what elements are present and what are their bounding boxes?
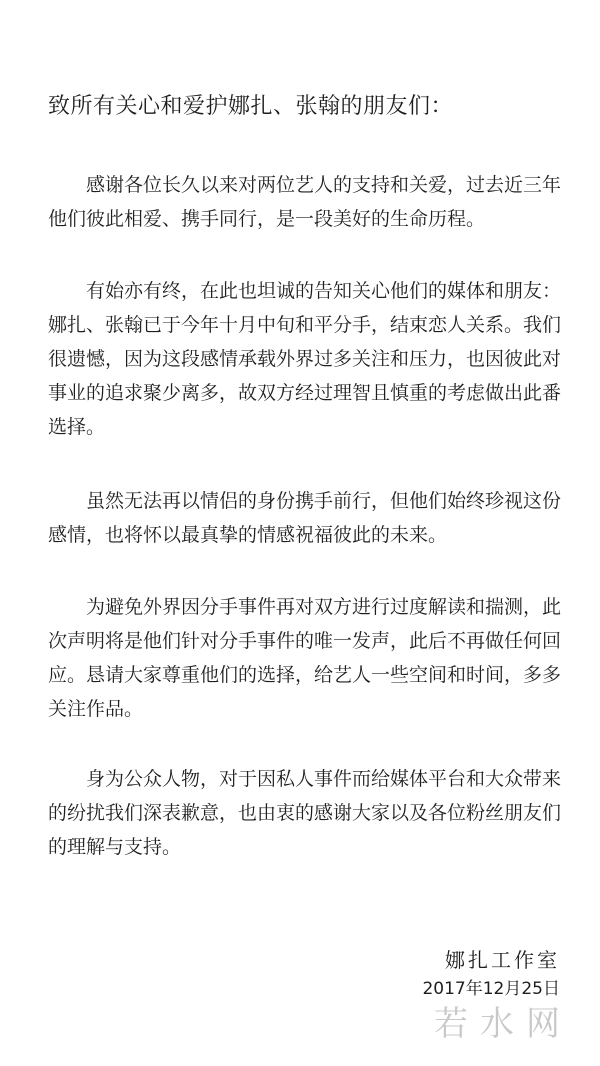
paragraph-line: 有始亦有终，在此也坦诚的告知关心他们的媒体和朋友：	[48, 280, 562, 302]
paragraph-line: 应。恳请大家尊重他们的选择，给艺人一些空间和时间，多多	[48, 664, 562, 686]
paragraph-line: 虽然无法再以情侣的身份携手前行，但他们始终珍视这份	[48, 490, 562, 512]
paragraph-thanks	[48, 168, 568, 236]
signature-name: 娜扎工作室	[445, 948, 560, 972]
paragraph-line: 为避免外界因分手事件再对双方进行过度解读和揣测，此	[48, 596, 562, 618]
paragraph-line: 身为公众人物，对于因私人事件而给媒体平台和大众带来	[48, 768, 562, 790]
paragraph-only-statement	[48, 590, 568, 726]
paragraph-line: 很遗憾，因为这段感情承载外界过多关注和压力，也因彼此对	[48, 348, 562, 370]
paragraph-line: 的纷扰我们深表歉意，也由衷的感谢大家以及各位粉丝朋友们	[48, 802, 562, 824]
paragraph-line: 事业的追求聚少离多，故双方经过理智且慎重的考虑做出此番	[48, 382, 562, 404]
paragraph-breakup-announcement	[48, 274, 568, 444]
site-watermark	[382, 1002, 572, 1062]
paragraph-line: 他们彼此相爱、携手同行，是一段美好的生命历程。	[48, 208, 486, 230]
paragraph-line: 关注作品。	[48, 698, 144, 720]
signature-date: 2017年12月25日	[422, 979, 560, 999]
paragraph-line: 的理解与支持。	[48, 836, 182, 858]
paragraph-blessing	[48, 484, 568, 552]
salutation-heading: 致所有关心和爱护娜扎、张翰的朋友们：	[48, 94, 454, 119]
paragraph-line: 感谢各位长久以来对两位艺人的支持和关爱，过去近三年	[48, 174, 562, 196]
paragraph-line: 感情，也将怀以最真挚的情感祝福彼此的未来。	[48, 524, 448, 546]
paragraph-line: 次声明将是他们针对分手事件的唯一发声，此后不再做任何回	[48, 630, 562, 652]
watermark-logo-text: 若水网	[434, 1004, 572, 1044]
paragraph-line: 选择。	[48, 416, 106, 438]
paragraph-line: 娜扎、张翰已于今年十月中旬和平分手，结束恋人关系。我们	[48, 314, 562, 336]
paragraph-apology	[48, 762, 568, 864]
signature-block	[422, 946, 560, 1002]
